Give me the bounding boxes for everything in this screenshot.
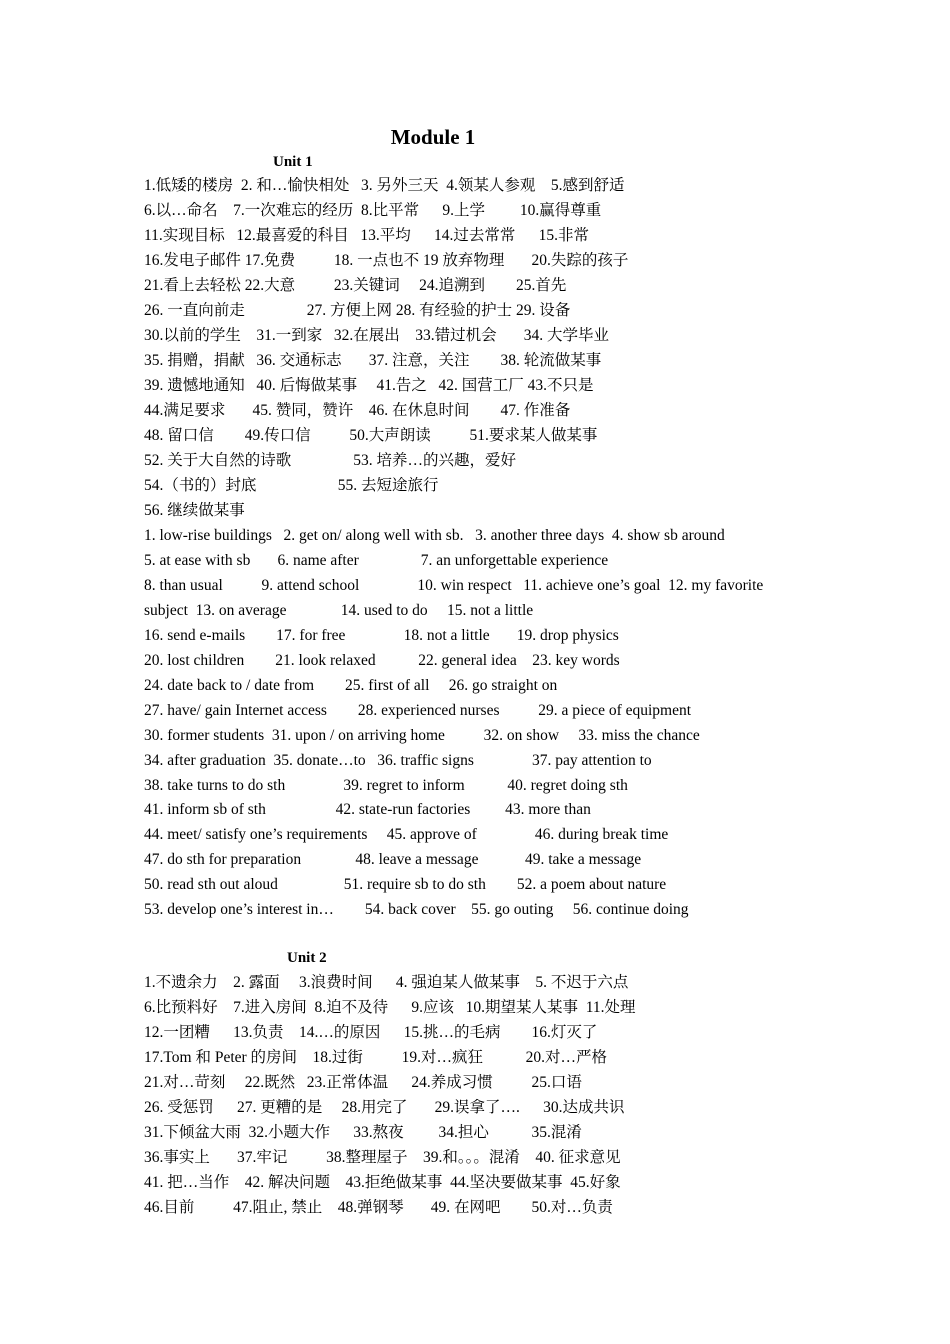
unit1-en-line: 53. develop one’s interest in… 54. back cover 55. go outing 56. continue doing: [144, 901, 689, 918]
unit1-en-line: 5. at ease with sb 6. name after 7. an unforgettable experience: [144, 552, 609, 569]
unit2-cn-line: 12.一团糟 13.负责 14.…的原因 15.挑…的毛病 16.灯灭了: [144, 1024, 598, 1041]
unit1-en-line: 27. have/ gain Internet access 28. experienced nurses 29. a piece of equipment: [144, 702, 692, 719]
unit1-en-line: 24. date back to / date from 25. first of all 26. go straight on: [144, 677, 558, 694]
unit2-cn-line: 41. 把…当作 42. 解决问题 43.拒绝做某事 44.坚决要做某事 45.好象: [144, 1174, 621, 1191]
module-title: Module 1: [390, 125, 476, 149]
unit1-cn-line: 21.看上去轻松 22.大意 23.关键词 24.追溯到 25.首先: [144, 277, 567, 294]
unit1-en-line: 38. take turns to do sth 39. regret to inform 40. regret doing sth: [144, 777, 628, 794]
unit1-en-line: 20. lost children 21. look relaxed 22. general idea 23. key words: [144, 652, 620, 669]
unit1-cn-line: 26. 一直向前走 27. 方便上网 28. 有经验的护士 29. 设备: [144, 302, 571, 319]
unit1-en-line: 50. read sth out aloud 51. require sb to do sth 52. a poem about nature: [144, 876, 667, 893]
unit2-cn-line: 46.目前 47.阻止, 禁止 48.弹钢琴 49. 在网吧 50.对…负责: [144, 1199, 613, 1216]
unit1-cn-line: 6.以…命名 7.一次难忘的经历 8.比平常 9.上学 10.赢得尊重: [144, 202, 602, 219]
unit2-cn-line: 31.下倾盆大雨 32.小题大作 33.熬夜 34.担心 35.混淆: [144, 1124, 582, 1141]
unit1-cn-line: 54.（书的）封底 55. 去短途旅行: [144, 477, 439, 494]
unit2-cn-line: 26. 受惩罚 27. 更糟的是 28.用完了 29.误拿了…. 30.达成共识: [144, 1099, 625, 1116]
unit1-en-line: 16. send e-mails 17. for free 18. not a little 19. drop physics: [144, 627, 619, 644]
unit1-cn-line: 11.实现目标 12.最喜爱的科目 13.平均 14.过去常常 15.非常: [144, 227, 590, 244]
unit1-cn-line: 56. 继续做某事: [144, 502, 245, 519]
unit1-en-line: 1. low-rise buildings 2. get on/ along well with sb. 3. another three days 4. show sb around: [144, 527, 725, 544]
unit2-cn-line: 1.不遗余力 2. 露面 3.浪费时间 4. 强迫某人做某事 5. 不迟于六点: [144, 974, 629, 991]
unit1-cn-line: 1.低矮的楼房 2. 和…愉快相处 3. 另外三天 4.领某人参观 5.感到舒适: [144, 177, 625, 194]
unit1-cn-line: 52. 关于大自然的诗歌 53. 培养…的兴趣，爱好: [144, 452, 517, 469]
unit1-en-line: 8. than usual 9. attend school 10. win respect 11. achieve one’s goal 12. my favorite: [144, 577, 764, 594]
unit1-cn-line: 39. 遗憾地通知 40. 后悔做某事 41.告之 42. 国营工厂 43.不只是: [144, 377, 594, 394]
unit2-cn-line: 21.对…苛刻 22.既然 23.正常体温 24.养成习惯 25.口语: [144, 1074, 582, 1091]
unit2-cn-line: 6.比预料好 7.进入房间 8.迫不及待 9.应该 10.期望某人某事 11.处理: [144, 999, 636, 1016]
unit1-cn-line: 16.发电子邮件 17.免费 18. 一点也不 19 放弃物理 20.失踪的孩子: [144, 252, 629, 269]
unit1-cn-line: 35. 捐赠，捐献 36. 交通标志 37. 注意，关注 38. 轮流做某事: [144, 352, 602, 369]
unit1-heading: Unit 1: [273, 154, 313, 170]
unit1-cn-line: 48. 留口信 49.传口信 50.大声朗读 51.要求某人做某事: [144, 427, 598, 444]
unit1-en-line: 47. do sth for preparation 48. leave a message 49. take a message: [144, 851, 642, 868]
unit1-en-line: 34. after graduation 35. donate…to 36. traffic signs 37. pay attention to: [144, 752, 652, 769]
unit2-cn-line: 36.事实上 37.牢记 38.整理屋子 39.和。。。混淆 40. 征求意见: [144, 1149, 621, 1166]
unit2-cn-line: 17.Tom 和 Peter 的房间 18.过街 19.对…疯狂 20.对…严格: [144, 1049, 608, 1066]
unit1-cn-line: 44.满足要求 45. 赞同，赞许 46. 在休息时间 47. 作准备: [144, 402, 571, 419]
unit1-en-line: 41. inform sb of sth 42. state-run factories 43. more than: [144, 801, 591, 818]
unit1-en-line: 44. meet/ satisfy one’s requirements 45. approve of 46. during break time: [144, 826, 669, 843]
unit1-cn-line: 30.以前的学生 31.一到家 32.在展出 33.错过机会 34. 大学毕业: [144, 327, 610, 344]
unit2-heading: Unit 2: [287, 950, 327, 966]
unit1-en-line: subject 13. on average 14. used to do 15. not a little: [144, 602, 534, 619]
unit1-en-line: 30. former students 31. upon / on arriving home 32. on show 33. miss the chance: [144, 727, 700, 744]
